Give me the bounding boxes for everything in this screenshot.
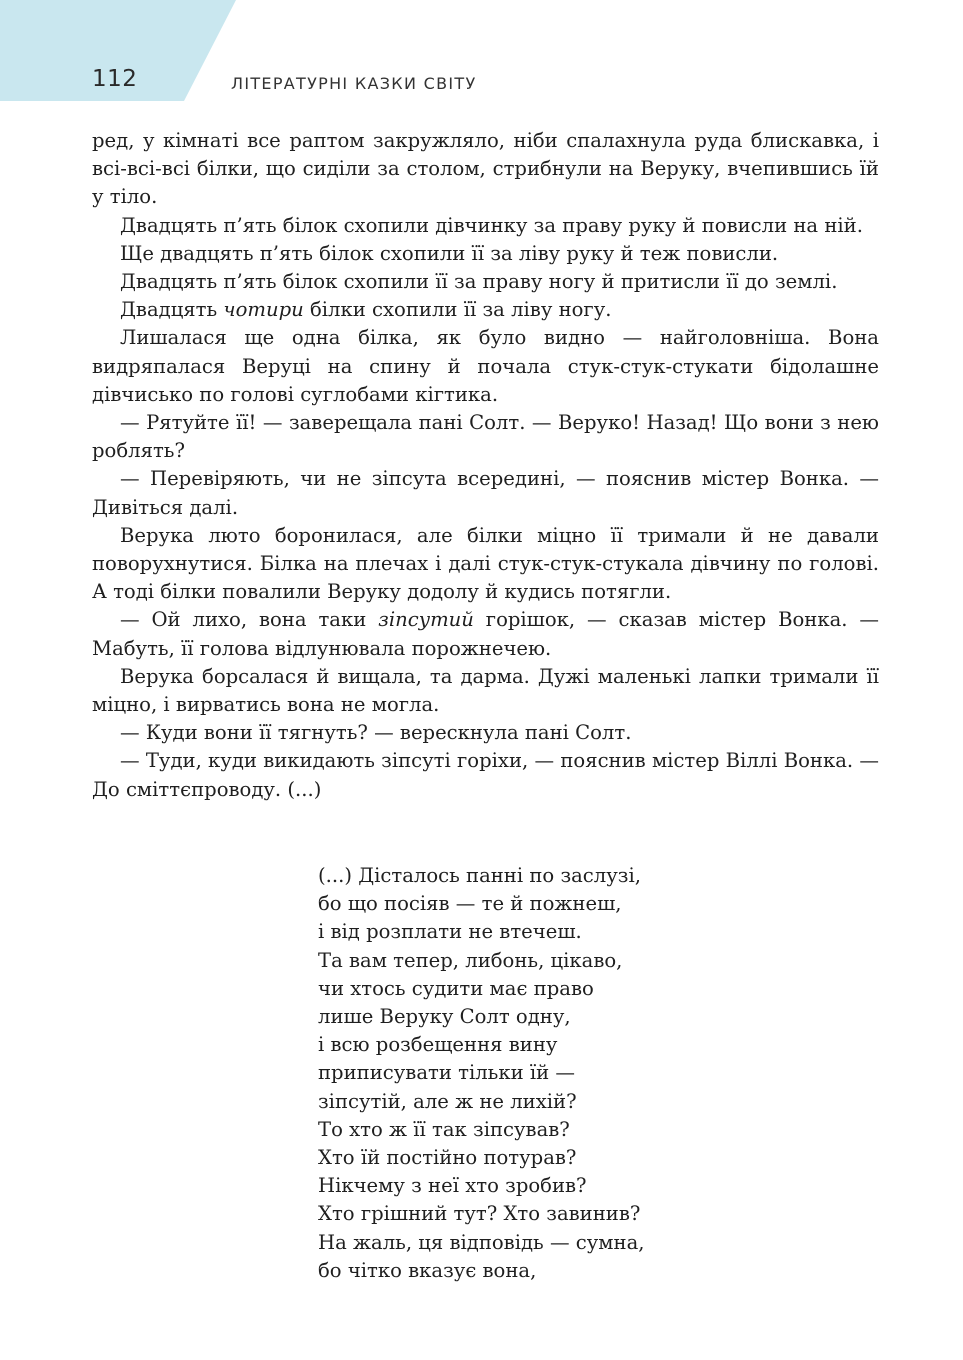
poem-line: зіпсутій, але ж не лихій? <box>318 1089 577 1113</box>
text-run: — Перевіряють, чи не зіпсута всередині, — пояснив містер Вонка. — Дивіться далі. <box>92 467 879 519</box>
paragraph <box>92 719 879 747</box>
text-run: Верука люто боронилася, але білки міцно її тримали й не давали поворухнутися. Білка на плечах і далі стук-стук-стукала дівчину по голові. А тоді білки повалили Веруку додолу й кудись потягли. <box>92 523 879 604</box>
text-run: — Куди вони її тягнуть? — верескнула пані Солт. <box>120 721 632 745</box>
running-title: ЛІТЕРАТУРНІ КАЗКИ СВІТУ <box>231 74 477 93</box>
text-run: Двадцять п’ять білок схопили дівчинку за праву руку й повисли на ній. <box>120 213 863 237</box>
poem-line: і від розплати не втечеш. <box>318 920 582 944</box>
poem-line: чи хтось судити має право <box>318 976 594 1000</box>
poem-line: Нікчему з неї хто зробив? <box>318 1174 587 1198</box>
paragraph <box>92 747 879 803</box>
text-run: білки схопили її за ліву ногу. <box>303 298 612 322</box>
paragraph <box>92 268 879 296</box>
poem-line: То хто ж її так зіпсував? <box>318 1117 570 1141</box>
text-run: горішок, — сказав містер Вонка. — Мабуть, її голова відлунювала порожнечею. <box>92 608 879 660</box>
page-number: 112 <box>92 66 138 92</box>
poem-line: На жаль, ця відповідь — сумна, <box>318 1230 645 1254</box>
prose-body <box>92 127 879 804</box>
paragraph <box>92 606 879 662</box>
text-run: Двадцять <box>120 298 224 322</box>
text-run: — Рятуйте її! — заверещала пані Солт. — Веруко! Назад! Що вони з нею роблять? <box>92 411 879 463</box>
text-run: — Туди, куди викидають зіпсуті горіхи, — пояснив містер Віллі Вонка. — До сміттєпроводу. (...) <box>92 749 879 801</box>
poem-line: приписувати тільки їй — <box>318 1061 576 1085</box>
poem-line: бо чітко вказує вона, <box>318 1258 537 1282</box>
paragraph <box>92 663 879 719</box>
poem-line: Хто грішний тут? Хто завинив? <box>318 1202 641 1226</box>
paragraph <box>92 212 879 240</box>
text-run: Лишалася ще одна білка, як було видно — найголовніша. Вона видряпалася Веруці на спину й почала стук-стук-стукати бідолашне дівчисько по голові суглобами кігтика. <box>92 326 879 406</box>
text-run: Двадцять п’ять білок схопили її за праву ногу й притисли її до землі. <box>120 270 838 294</box>
paragraph <box>92 127 879 212</box>
text-run: Ще двадцять п’ять білок схопили її за ліву руку й теж повисли. <box>120 241 779 265</box>
text-run: Верука борсалася й вищала, та дарма. Дужі маленькі лапки тримали її міцно, і вирватись вона не могла. <box>92 664 879 717</box>
paragraph <box>92 240 879 268</box>
italic-text: зіпсутий <box>378 608 474 632</box>
text-run: ред, у кімнаті все раптом закружляло, ніби спалахнула руда блискавка, і всі-всі-всі білки, що сиділи за столом, стрибнули на Веруку, вчепившись їй у тіло. <box>92 129 879 209</box>
text-run: — Ой лихо, вона таки <box>120 608 379 632</box>
poem-line: Та вам тепер, либонь, цікаво, <box>318 948 623 972</box>
poem-line: бо що посіяв — те й пожнеш, <box>318 892 622 916</box>
italic-text: чотири <box>223 298 304 322</box>
paragraph <box>92 324 879 409</box>
paragraph <box>92 296 879 324</box>
poem-block <box>318 862 644 1285</box>
poem-line: (...) Дісталось панні по заслузі, <box>318 864 641 887</box>
paragraph <box>92 409 879 465</box>
poem-line: Хто їй постійно потурав? <box>318 1146 577 1170</box>
paragraph <box>92 522 879 607</box>
paragraph <box>92 465 879 521</box>
poem-line: і всю розбещення вину <box>318 1033 558 1057</box>
poem-line: лише Веруку Солт одну, <box>318 1005 571 1029</box>
